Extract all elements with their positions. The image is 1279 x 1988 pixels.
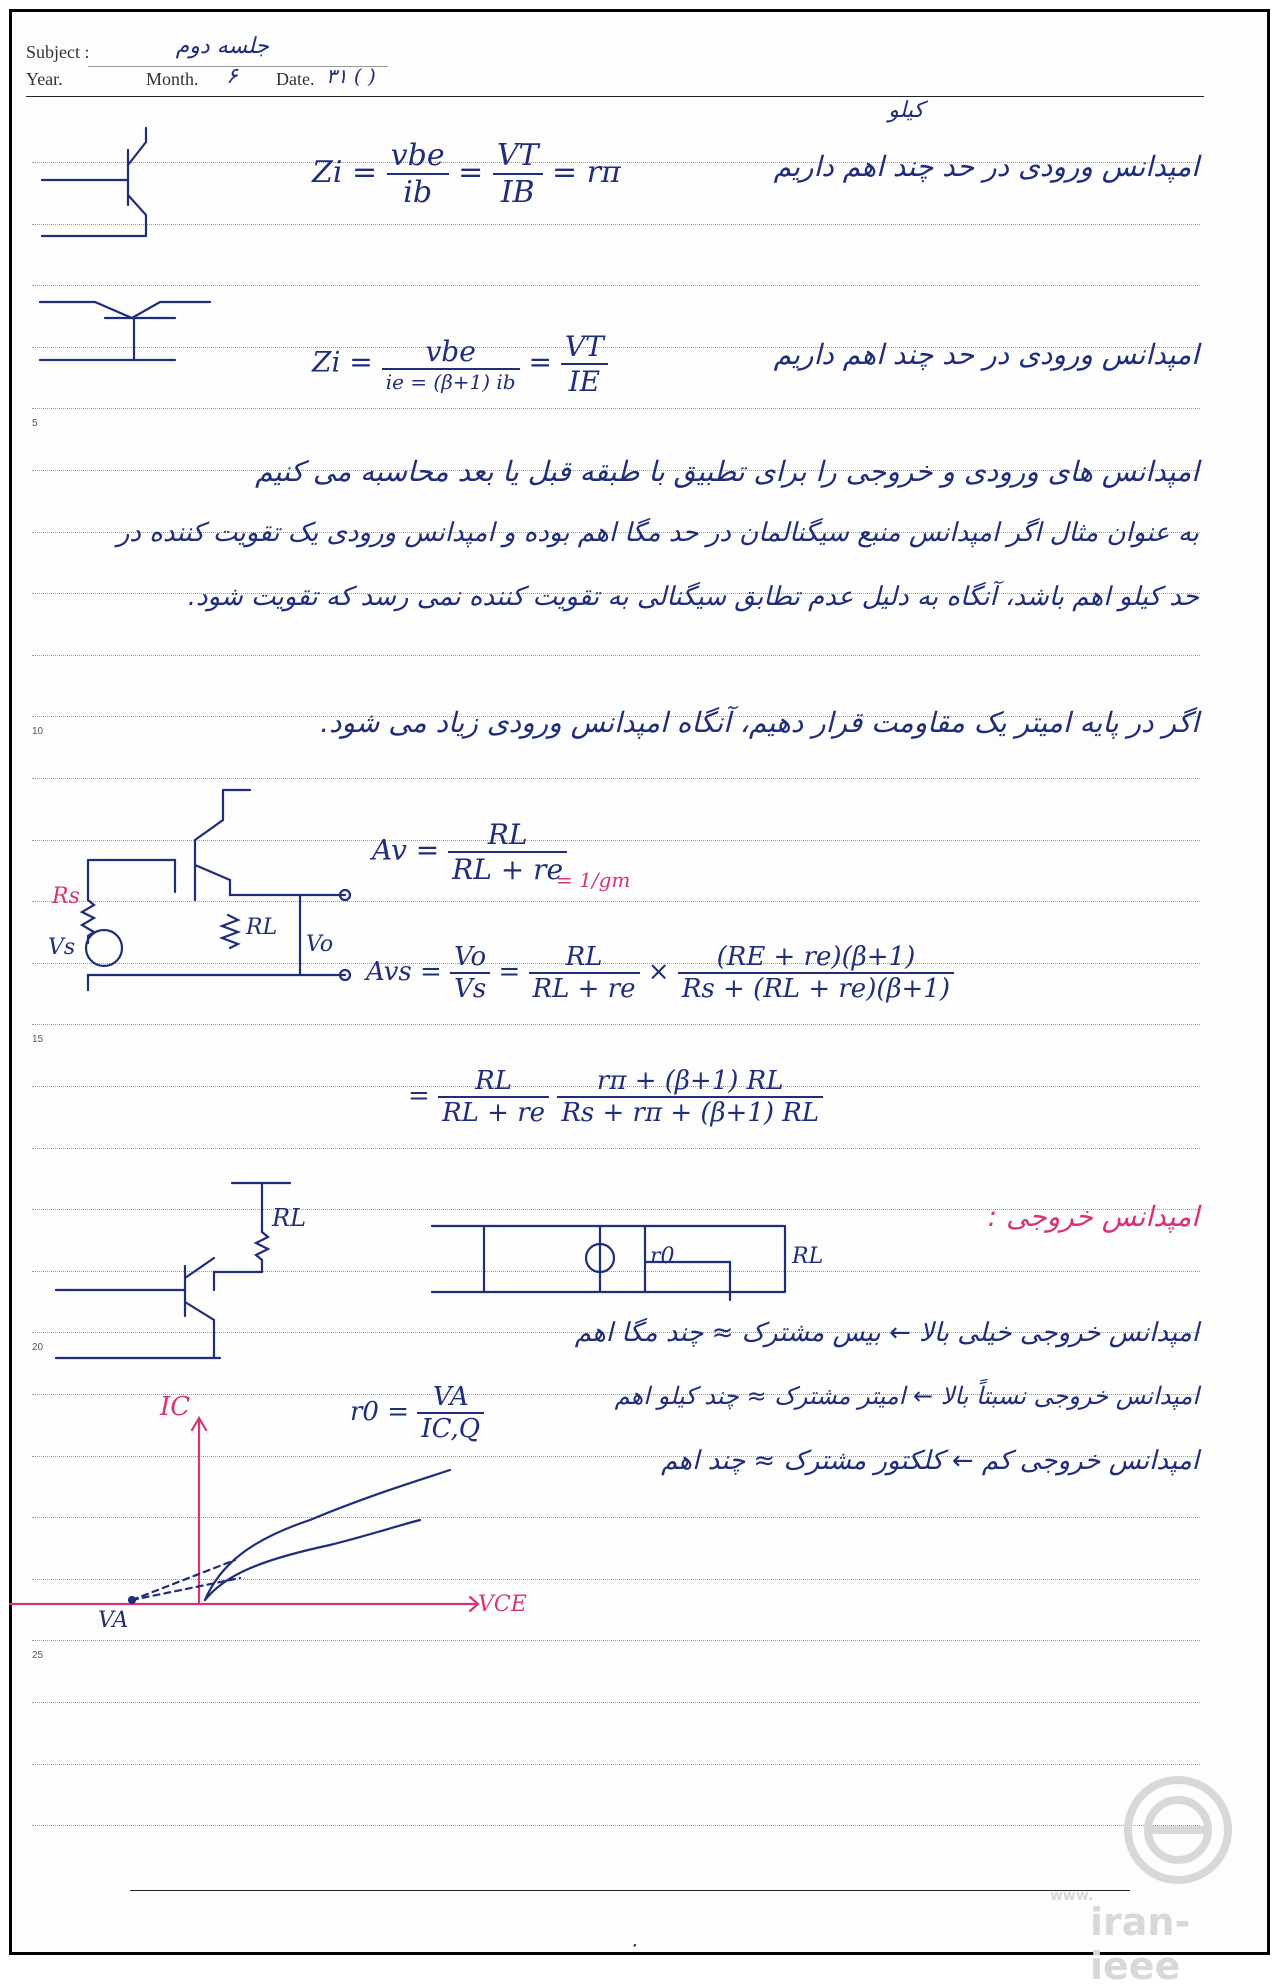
fraction bbox=[678, 942, 954, 1004]
fraction-den: Rs + rπ + (β+1) RL bbox=[557, 1096, 823, 1128]
paragraph2: اگر در پایه امیتر یک مقاومت قرار دهیم، آنگاه امپدانس ورودی زیاد می شود. bbox=[320, 706, 1199, 739]
fraction-num: RL bbox=[475, 1066, 512, 1096]
fraction bbox=[417, 1382, 484, 1444]
characteristic-curve-2 bbox=[205, 1520, 420, 1600]
gm-note: = 1/gm bbox=[556, 868, 631, 892]
date-value: ۳۱ ( ) bbox=[326, 64, 376, 88]
paragraph1-line: حد کیلو اهم باشد، آنگاه به دلیل عدم تطابق سیگنالی به تقویت کننده نمی رسد که تقویت شود. bbox=[187, 582, 1199, 612]
output-impedance-line: امپدانس خروجی کم ← کلکتور مشترک ≈ چند اهم bbox=[661, 1446, 1199, 1476]
fraction-num: VT bbox=[496, 138, 539, 173]
fraction bbox=[561, 330, 608, 398]
eq-lhs: Zi = bbox=[312, 155, 378, 190]
eq-result: = rπ bbox=[552, 155, 621, 190]
line-number: 10 bbox=[32, 726, 44, 737]
fraction bbox=[438, 1066, 549, 1128]
month-value: ۶ bbox=[226, 64, 238, 89]
block2-text: امپدانس ورودی در حد چند اهم داریم bbox=[773, 338, 1199, 371]
output-impedance-title: امپدانس خروجی : bbox=[987, 1200, 1199, 1233]
vs-source bbox=[86, 930, 122, 966]
output-impedance-line: امپدانس خروجی نسبتاً بالا ← امیتر مشترک ≈ چند کیلو اهم bbox=[614, 1382, 1199, 1410]
times-sign: × bbox=[647, 957, 670, 987]
graph-xlabel: VCE bbox=[478, 1592, 527, 1617]
rs-label: Rs bbox=[52, 884, 80, 909]
va-point bbox=[129, 1597, 135, 1603]
line-number: 15 bbox=[32, 1034, 44, 1045]
bjt-symbol-2 bbox=[40, 302, 210, 360]
graph-axes bbox=[10, 1418, 478, 1611]
circuit2-wires bbox=[56, 1183, 290, 1358]
equals-sign: = bbox=[458, 155, 484, 190]
paragraph1-line: امپدانس های ورودی و خروجی را برای تطبیق با طبقه قبل یا بعد محاسبه می کنیم bbox=[255, 455, 1199, 488]
fraction-den: Vs bbox=[450, 972, 490, 1004]
avs-equation-2 bbox=[408, 1066, 823, 1128]
fraction-num: (RE + re)(β+1) bbox=[716, 942, 916, 972]
bjt-symbol-1 bbox=[42, 128, 146, 236]
fraction-den: RL + re bbox=[438, 1096, 549, 1128]
vo-label: Vo bbox=[306, 932, 334, 957]
fraction bbox=[382, 335, 520, 394]
fraction-den: ie = (β+1) ib bbox=[382, 368, 520, 394]
line-number: 20 bbox=[32, 1342, 44, 1353]
fraction bbox=[448, 818, 567, 886]
fraction-den: IE bbox=[561, 363, 608, 398]
zi-equation-2 bbox=[312, 330, 608, 398]
equals-sign: = bbox=[498, 957, 521, 987]
rl-label-2: RL bbox=[272, 1204, 307, 1232]
fraction-den: RL + re bbox=[529, 972, 640, 1004]
rl-label-3: RL bbox=[792, 1244, 824, 1269]
eq-lhs: r0 = bbox=[350, 1397, 410, 1427]
output-impedance-line: امپدانس خروجی خیلی بالا ← بیس مشترک ≈ چند مگا اهم bbox=[574, 1318, 1199, 1348]
ro-equation bbox=[350, 1382, 484, 1444]
page-number: ۰ bbox=[628, 1932, 639, 1956]
output-equiv-circuit bbox=[432, 1226, 785, 1300]
fraction-den: IB bbox=[493, 173, 543, 210]
vs-label: Vs bbox=[48, 935, 76, 960]
fraction-num: VA bbox=[432, 1382, 469, 1412]
eq-lhs: Av = bbox=[372, 833, 440, 867]
fraction-den: RL + re bbox=[448, 851, 567, 886]
year-label: Year. bbox=[26, 69, 63, 89]
subject-value: جلسه دوم bbox=[175, 34, 269, 59]
fraction-num: vbe bbox=[390, 138, 445, 173]
equals-sign: = bbox=[528, 345, 552, 379]
characteristic-curve-1 bbox=[205, 1470, 450, 1600]
block1-text: امپدانس ورودی در حد چند اهم داریم bbox=[773, 150, 1199, 183]
paragraph1-line: به عنوان مثال اگر امپدانس منبع سیگنالمان در حد مگا اهم بوده و امپدانس ورودی یک تقویت کننده در bbox=[116, 518, 1199, 548]
early-voltage-extrapolation bbox=[132, 1560, 240, 1600]
month-label: Month. bbox=[146, 69, 199, 89]
ro-label: r0 bbox=[650, 1244, 675, 1269]
fraction-num: VT bbox=[564, 330, 604, 363]
graph-va-label: VA bbox=[98, 1608, 129, 1633]
fraction bbox=[493, 138, 543, 210]
fraction-num: Vo bbox=[454, 942, 487, 972]
line-number: 25 bbox=[32, 1650, 44, 1661]
fraction-num: RL bbox=[565, 942, 603, 972]
fraction bbox=[557, 1066, 823, 1128]
avs-equation bbox=[366, 942, 954, 1004]
fraction-num: rπ + (β+1) RL bbox=[596, 1066, 784, 1096]
eq-lhs: Zi = bbox=[312, 345, 373, 379]
circuit1-wires bbox=[82, 790, 345, 990]
fraction-den: Rs + (RL + re)(β+1) bbox=[678, 972, 954, 1004]
line-number: 5 bbox=[32, 418, 38, 429]
logo-www: www. bbox=[1050, 1888, 1094, 1904]
block1-annotation: کیلو bbox=[888, 98, 924, 123]
site-logo-icon bbox=[1108, 1770, 1248, 1890]
fraction bbox=[450, 942, 490, 1004]
fraction-den: ib bbox=[387, 173, 449, 210]
subject-label: Subject : bbox=[26, 42, 90, 62]
fraction bbox=[387, 138, 449, 210]
zi-equation-1 bbox=[312, 138, 621, 210]
footer-rule bbox=[130, 1890, 1130, 1891]
rl-resistor-1 bbox=[222, 915, 238, 948]
fraction-num: RL bbox=[487, 818, 528, 851]
equals-sign: = bbox=[408, 1081, 430, 1111]
logo-text: iran-ieee bbox=[1090, 1900, 1191, 1988]
graph-ylabel: IC bbox=[160, 1392, 191, 1422]
rl-label: RL bbox=[246, 915, 278, 940]
fraction-num: vbe bbox=[425, 334, 476, 368]
fraction-den: IC,Q bbox=[417, 1412, 484, 1444]
eq-lhs: Avs = bbox=[366, 957, 442, 987]
date-label: Date. bbox=[276, 69, 315, 89]
av-equation bbox=[372, 818, 567, 886]
fraction bbox=[529, 942, 640, 1004]
